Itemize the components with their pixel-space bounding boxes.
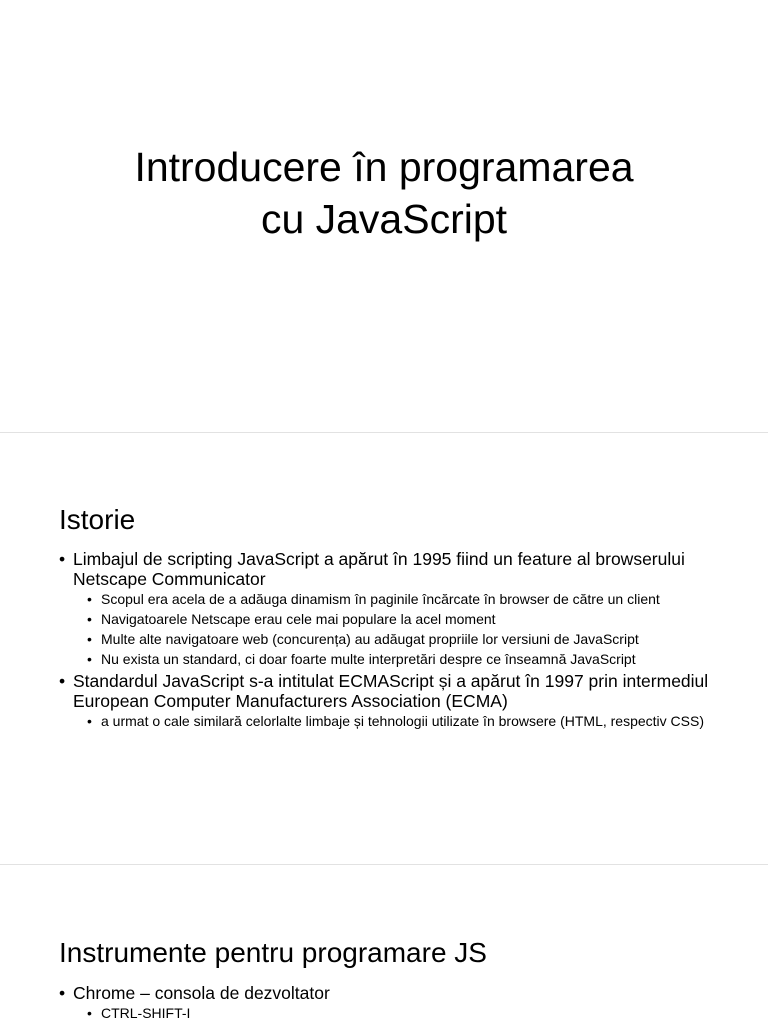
- bullet-dot-icon: •: [59, 549, 66, 569]
- bullet-dot-icon: •: [59, 671, 66, 691]
- sub-list-item: [73, 713, 728, 730]
- bullet-dot-icon: •: [59, 983, 66, 1003]
- bullet-list: [59, 549, 728, 733]
- slide-heading: Instrumente pentru programare JS: [59, 937, 487, 969]
- list-item: [59, 671, 728, 730]
- presentation-title: [0, 141, 768, 245]
- bullet-dot-icon: •: [87, 631, 92, 647]
- bullet-dot-icon: •: [87, 713, 92, 729]
- sub-list-item: [73, 611, 728, 628]
- bullet-dot-icon: •: [87, 651, 92, 667]
- sub-bullet-text: Nu exista un standard, ci doar foarte multe interpretări despre ce înseamnă JavaScript: [101, 651, 636, 667]
- title-line: Introducere în programarea: [134, 144, 634, 191]
- list-item: [59, 983, 728, 1022]
- sub-bullet-list: [73, 1005, 728, 1022]
- title-slide: [0, 0, 768, 432]
- sub-list-item: [73, 631, 728, 648]
- sub-list-item: [73, 1005, 728, 1022]
- history-slide: [0, 432, 768, 864]
- bullet-dot-icon: •: [87, 591, 92, 607]
- tools-slide: [0, 864, 768, 1024]
- title-line: cu JavaScript: [260, 196, 508, 243]
- slide-heading: Istorie: [59, 504, 136, 536]
- sub-bullet-list: [73, 713, 728, 730]
- sub-bullet-text: Multe alte navigatoare web (concurența) au adăugat propriile lor versiuni de JavaScript: [101, 631, 639, 647]
- bullet-text: Chrome – consola de dezvoltator: [73, 983, 330, 1003]
- sub-bullet-text: a urmat o cale similară celorlalte limbaje și tehnologii utilizate în browsere (HTML, respectiv CSS): [101, 713, 705, 729]
- sub-bullet-text: CTRL-SHIFT-I: [101, 1005, 191, 1021]
- bullet-dot-icon: •: [87, 1005, 92, 1021]
- sub-bullet-list: [73, 591, 728, 668]
- bullet-text: Standardul JavaScript s-a intitulat ECMAScript și a apărut în 1997 prin intermediul European Computer Manufacturers Association (ECMA): [73, 671, 709, 711]
- bullet-dot-icon: •: [87, 611, 92, 627]
- list-item: [59, 549, 728, 668]
- bullet-list: [59, 983, 728, 1025]
- bullet-text: Limbajul de scripting JavaScript a apărut în 1995 fiind un feature al browserului Netscape Communicator: [73, 549, 685, 589]
- sub-list-item: [73, 591, 728, 608]
- sub-bullet-text: Navigatoarele Netscape erau cele mai populare la acel moment: [101, 611, 496, 627]
- sub-bullet-text: Scopul era acela de a adăuga dinamism în paginile încărcate în browser de către un client: [101, 591, 660, 607]
- sub-list-item: [73, 651, 728, 668]
